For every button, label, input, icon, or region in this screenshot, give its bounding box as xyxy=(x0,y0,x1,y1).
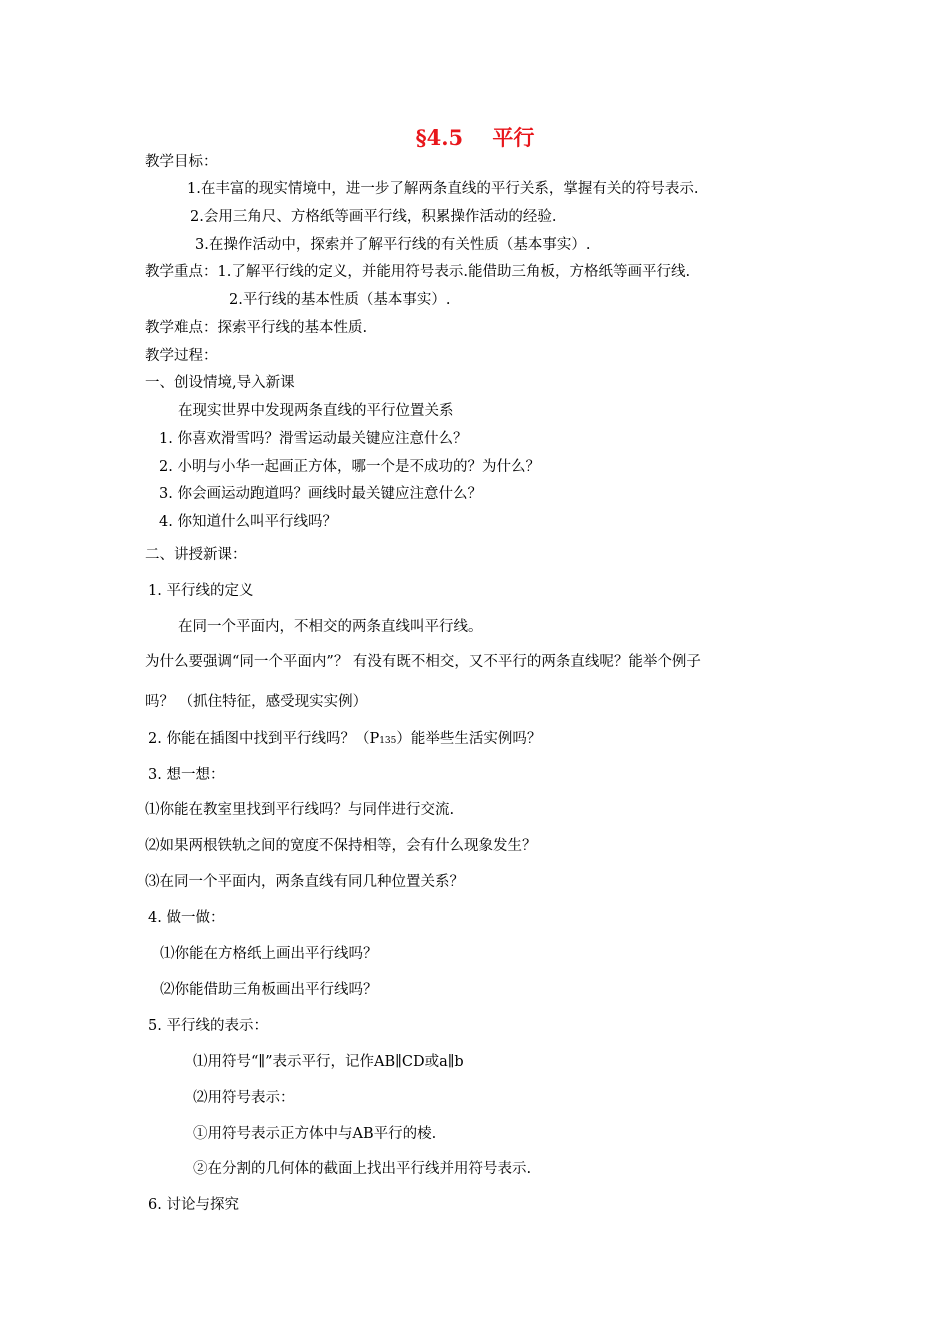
question-line: 吗？ （抓住特征，感受现实实例） xyxy=(145,694,368,710)
illustration-question: 2. 你能在插图中找到平行线吗？（P135）能举些生活实例吗？ xyxy=(148,731,542,747)
do-heading: 4. 做一做： xyxy=(148,910,225,926)
do-item: ⑴你能在方格纸上画出平行线吗？ xyxy=(160,946,378,962)
do-item: ⑵你能借助三角板画出平行线吗？ xyxy=(160,982,378,998)
key-points-line: 教学重点：1.了解平行线的定义，并能用符号表示.能借助三角板，方格纸等画平行线. xyxy=(145,264,691,280)
think-item: ⑶在同一个平面内，两条直线有同几种位置关系？ xyxy=(145,874,464,890)
key-points-line: 2.平行线的基本性质（基本事实）. xyxy=(229,292,451,308)
page-subscript: 135 xyxy=(379,736,397,746)
difficulty-line: 教学难点：探索平行线的基本性质. xyxy=(145,320,368,336)
definition-heading: 1. 平行线的定义 xyxy=(148,583,254,599)
think-item: ⑴你能在教室里找到平行线吗？与同伴进行交流. xyxy=(145,802,455,818)
lesson-title: §4.5 平行 xyxy=(415,125,535,150)
question-item: 2. 小明与小华一起画正方体，哪一个是不成功的？为什么？ xyxy=(159,459,540,475)
notation-heading: 5. 平行线的表示： xyxy=(148,1018,268,1034)
process-heading: 教学过程： xyxy=(145,348,218,364)
objective-item: 3.在操作活动中，探索并了解平行线的有关性质（基本事实）. xyxy=(195,237,591,253)
section2-heading: 二、讲授新课： xyxy=(145,547,247,563)
question-item: 3. 你会画运动跑道吗？画线时最关键应注意什么？ xyxy=(159,486,482,502)
objectives-heading: 教学目标： xyxy=(145,154,218,170)
question-item: 1. 你喜欢滑雪吗？滑雪运动最关键应注意什么？ xyxy=(159,431,468,447)
objective-item: 1.在丰富的现实情境中，进一步了解两条直线的平行关系，掌握有关的符号表示. xyxy=(187,181,699,197)
think-item: ⑵如果两根铁轨之间的宽度不保持相等，会有什么现象发生？ xyxy=(145,838,537,854)
notation-item: ⑵用符号表示： xyxy=(193,1090,295,1106)
notation-item: ②在分割的几何体的截面上找出平行线并用符号表示. xyxy=(193,1161,532,1177)
think-heading: 3. 想一想： xyxy=(148,767,225,783)
notation-item: ⑴用符号“∥”表示平行，记作AB∥CD或a∥b xyxy=(193,1054,464,1070)
notation-item: ①用符号表示正方体中与AB平行的棱. xyxy=(193,1126,437,1142)
discuss-heading: 6. 讨论与探究 xyxy=(148,1197,239,1213)
section1-intro: 在现实世界中发现两条直线的平行位置关系 xyxy=(178,403,454,419)
definition-text: 在同一个平面内，不相交的两条直线叫平行线。 xyxy=(178,619,483,635)
question-line: 为什么要强调“同一个平面内”？ 有没有既不相交，又不平行的两条直线呢？能举个例子 xyxy=(145,654,701,670)
section1-heading: 一、创设情境,导入新课 xyxy=(145,375,295,391)
question-item: 4. 你知道什么叫平行线吗？ xyxy=(159,514,337,530)
objective-item: 2.会用三角尺、方格纸等画平行线，积累操作活动的经验. xyxy=(190,209,557,225)
